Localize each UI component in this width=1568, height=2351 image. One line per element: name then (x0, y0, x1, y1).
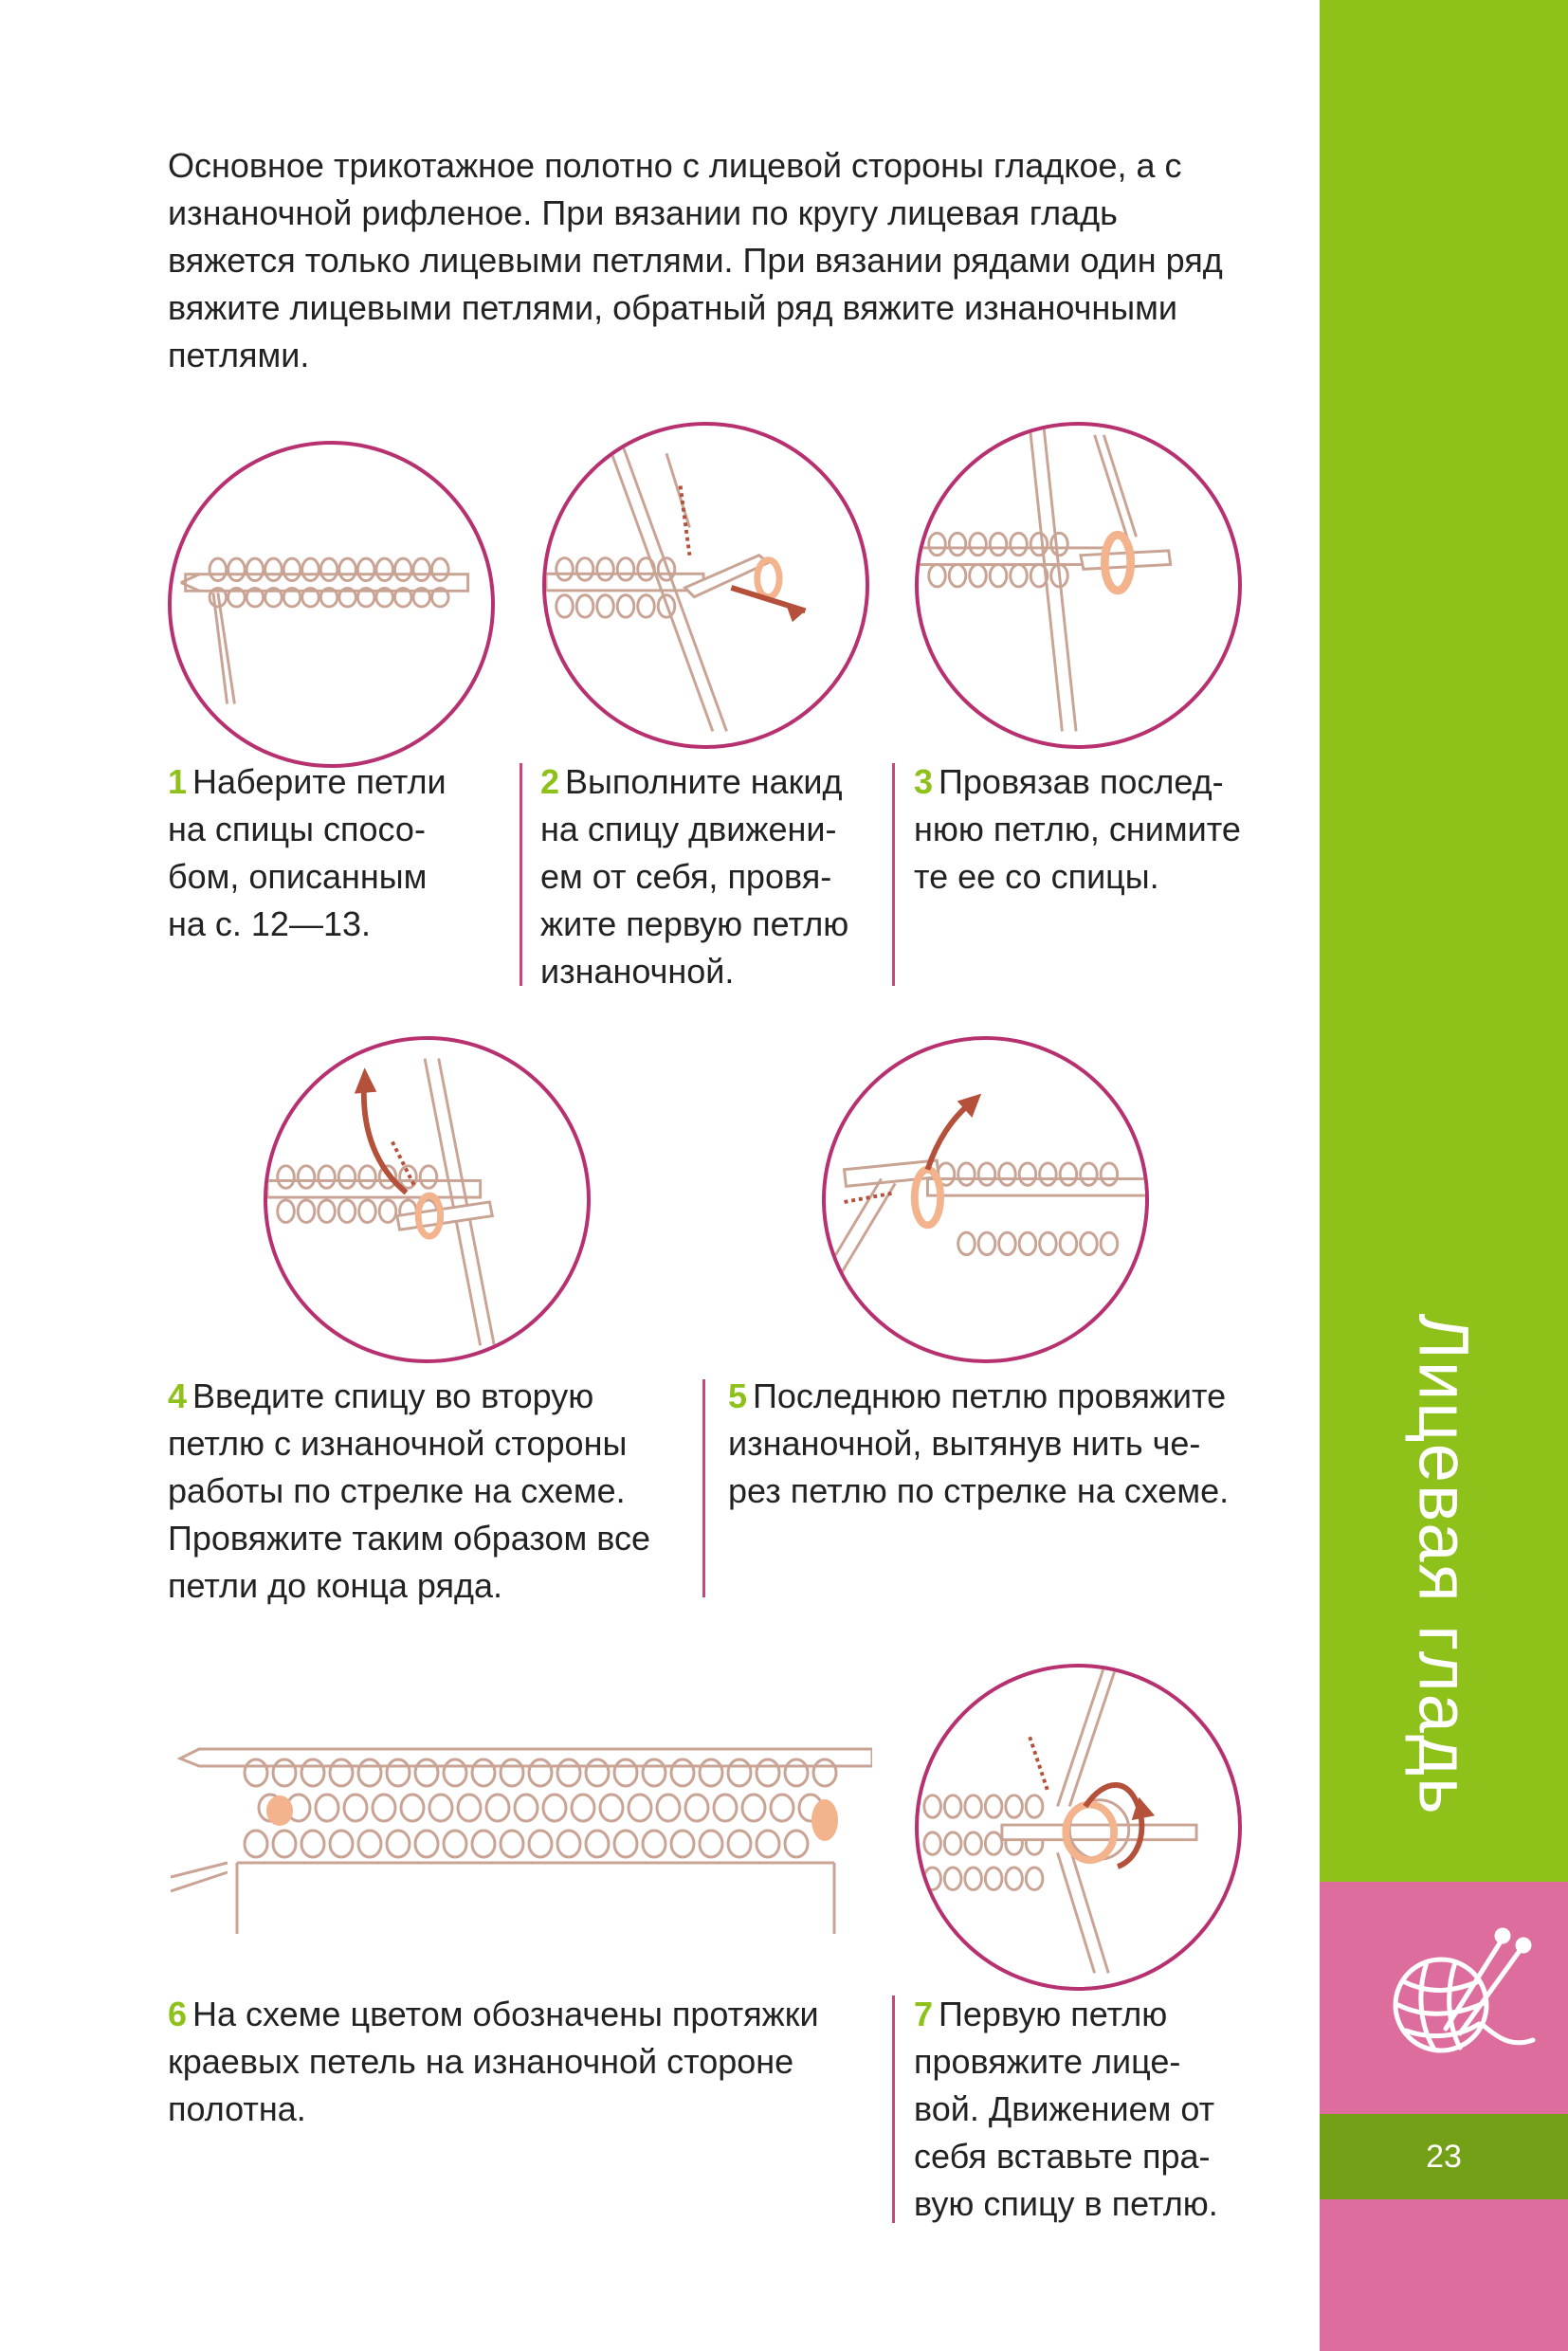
page-number: 23 (1426, 2138, 1462, 2175)
step-number: 5 (728, 1376, 748, 1415)
step-5 (728, 1373, 1259, 1515)
yarn-ball-icon (1370, 1915, 1536, 2081)
step-text: Введите спицу во вторую петлю с изнаночной стороны работы по стрелке на схеме. Провяжите таким образом все петли до конца ряда. (168, 1376, 651, 1605)
divider (892, 763, 895, 986)
step-1 (168, 758, 490, 948)
page-number-box (1320, 2114, 1568, 2199)
step-text: Последнюю петлю провяжите изнаночной, вытянув нить че- рез петлю по стрелке на схеме. (728, 1376, 1230, 1510)
step-number: 3 (914, 762, 934, 801)
section-title (1320, 1280, 1568, 1849)
section-title-text: Лицевая гладь (1404, 1312, 1484, 1816)
intro-paragraph: Основное трикотажное полотно с лицевой стороны гладкое, а с изнаночной рифленое. При вязании по кругу лицевая гладь вяжется только лицевыми петлями. При вязании рядами один ряд вяжите лицевыми петлями, обратный ряд вяжите изнаночными петлями. (168, 146, 1223, 374)
step-text: Первую петлю провяжите лице- вой. Движением от себя вставьте пра- вую спицу в петлю. (914, 1995, 1218, 2223)
step-number: 4 (168, 1376, 188, 1415)
illustration-step-2 (542, 422, 869, 749)
step-number: 1 (168, 762, 188, 801)
illustration-step-6 (171, 1721, 872, 1953)
step-3 (914, 758, 1255, 901)
step-number: 2 (540, 762, 560, 801)
divider (702, 1379, 705, 1597)
step-text: Наберите петли на спицы спосо- бом, описанным на с. 12—13. (168, 762, 447, 943)
illustration-step-7 (915, 1664, 1242, 1991)
illustration-step-4 (264, 1036, 591, 1363)
divider (892, 1996, 895, 2223)
step-number: 6 (168, 1995, 188, 2033)
step-7 (914, 1991, 1274, 2228)
divider (520, 763, 522, 986)
step-text: Провязав послед- нюю петлю, снимите те ее со спицы. (914, 762, 1241, 896)
illustration-step-5 (822, 1036, 1149, 1363)
step-text: Выполните накид на спицу движени- ем от себя, провя- жите первую петлю изнаночной. (540, 762, 849, 991)
step-2 (540, 758, 882, 995)
step-6 (168, 1991, 888, 2133)
step-text: На схеме цветом обозначены протяжки краевых петель на изнаночной стороне полотна. (168, 1995, 819, 2128)
step-4 (168, 1373, 699, 1610)
illustration-step-1 (168, 441, 495, 768)
illustration-step-3 (915, 422, 1242, 749)
step-number: 7 (914, 1995, 934, 2033)
